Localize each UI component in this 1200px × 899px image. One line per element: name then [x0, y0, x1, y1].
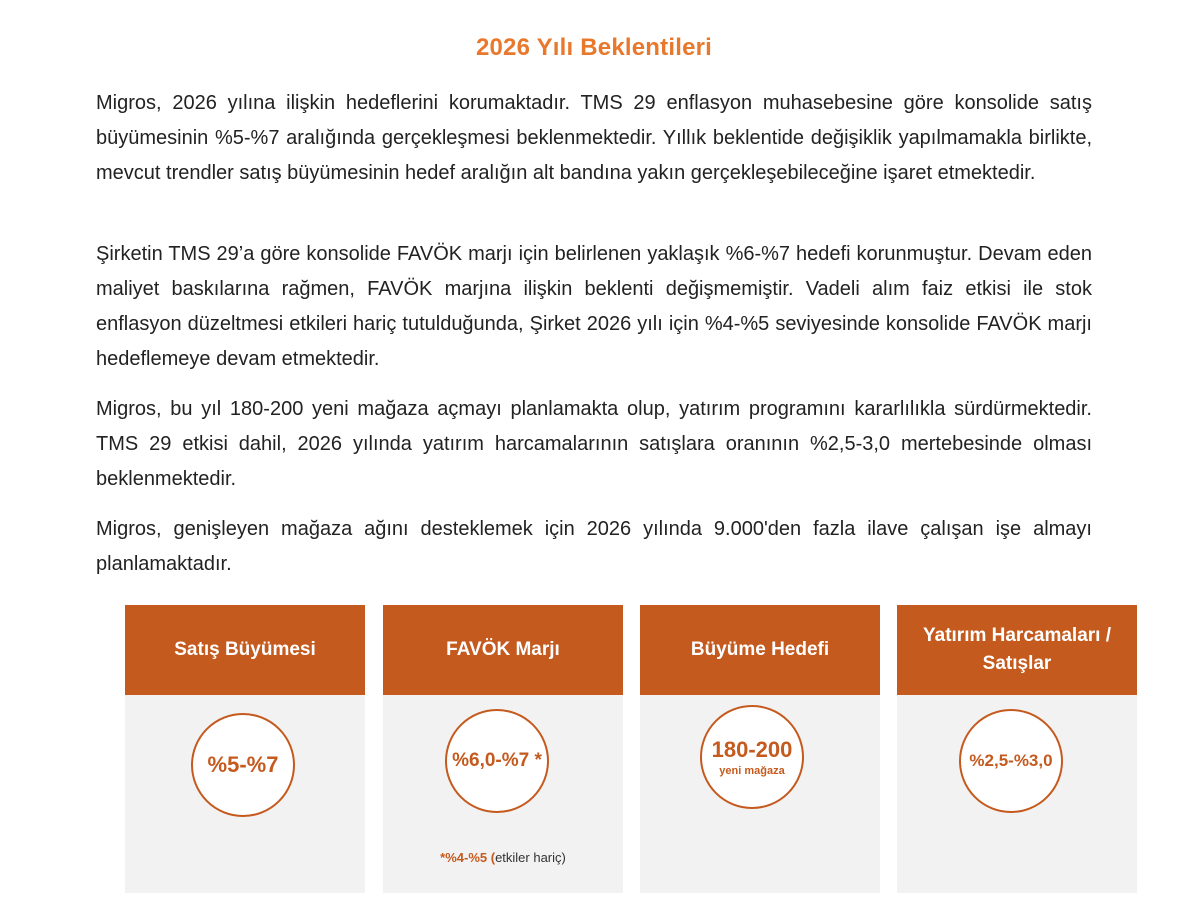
card-subtext: yeni mağaza — [719, 765, 785, 777]
card-value: 180-200 — [711, 737, 793, 762]
card-growth-target — [640, 605, 880, 893]
paragraph-sales-growth: Migros, 2026 yılına ilişkin hedeflerini korumaktadır. TMS 29 enflasyon muhasebesine göre konsolide satış büyümesinin %5-%7 aralığında gerçekleşmesi beklenmektedir. Yıllık beklentide değişiklik yapılmamakla birlikte, mevcut trendler satış büyümesinin hedef aralığın alt bandına yakın gerçekleşebileceğine işaret etmektedir. — [96, 92, 1092, 184]
card-value-circle — [445, 709, 549, 813]
card-value: %5-%7 — [207, 752, 279, 777]
page-title: 2026 Yılı Beklentileri — [475, 34, 713, 61]
card-ebitda-margin — [383, 605, 623, 893]
paragraph-hiring: Migros, genişleyen mağaza ağını desteklemek için 2026 yılında 9.000'den fazla ilave çalışan işe almayı planlamaktadır. — [96, 518, 1092, 575]
paragraph-new-stores: Migros, bu yıl 180-200 yeni mağaza açmayı planlamakta olup, yatırım programını kararlılıkla sürdürmektedir. TMS 29 etkisi dahil, 2026 yılında yatırım harcamalarının satışlara oranının %2,5-3,0 mertebesinde olması beklenmektedir. — [96, 398, 1092, 490]
card-capex-to-sales — [897, 605, 1137, 893]
footnote-text: etkiler hariç) — [495, 850, 566, 865]
card-value-circle — [959, 709, 1063, 813]
card-value: %6,0-%7 * — [452, 750, 542, 771]
card-header: Yatırım Harcamaları / Satışlar — [897, 605, 1137, 695]
footnote-accent: *%4-%5 ( — [440, 850, 496, 865]
card-sales-growth — [125, 605, 365, 893]
card-header: Satış Büyümesi — [125, 605, 365, 695]
card-value: %2,5-%3,0 — [969, 751, 1053, 770]
card-header: FAVÖK Marjı — [383, 605, 623, 695]
card-header: Büyüme Hedefi — [640, 605, 880, 695]
card-value-circle — [700, 705, 804, 809]
card-footnote — [383, 850, 623, 865]
paragraph-ebitda-margin: Şirketin TMS 29’a göre konsolide FAVÖK marjı için belirlenen yaklaşık %6-%7 hedefi korunmuştur. Devam eden maliyet baskılarına rağmen, FAVÖK marjına ilişkin beklenti değişmemiştir. Vadeli alım faiz etkisi ile stok enflasyon düzeltmesi etkileri hariç tutulduğunda, Şirket 2026 yılı için %4-%5 seviyesinde konsolide FAVÖK marjı hedeflemeye devam etmektedir. — [96, 243, 1092, 370]
card-value-circle — [191, 713, 295, 817]
